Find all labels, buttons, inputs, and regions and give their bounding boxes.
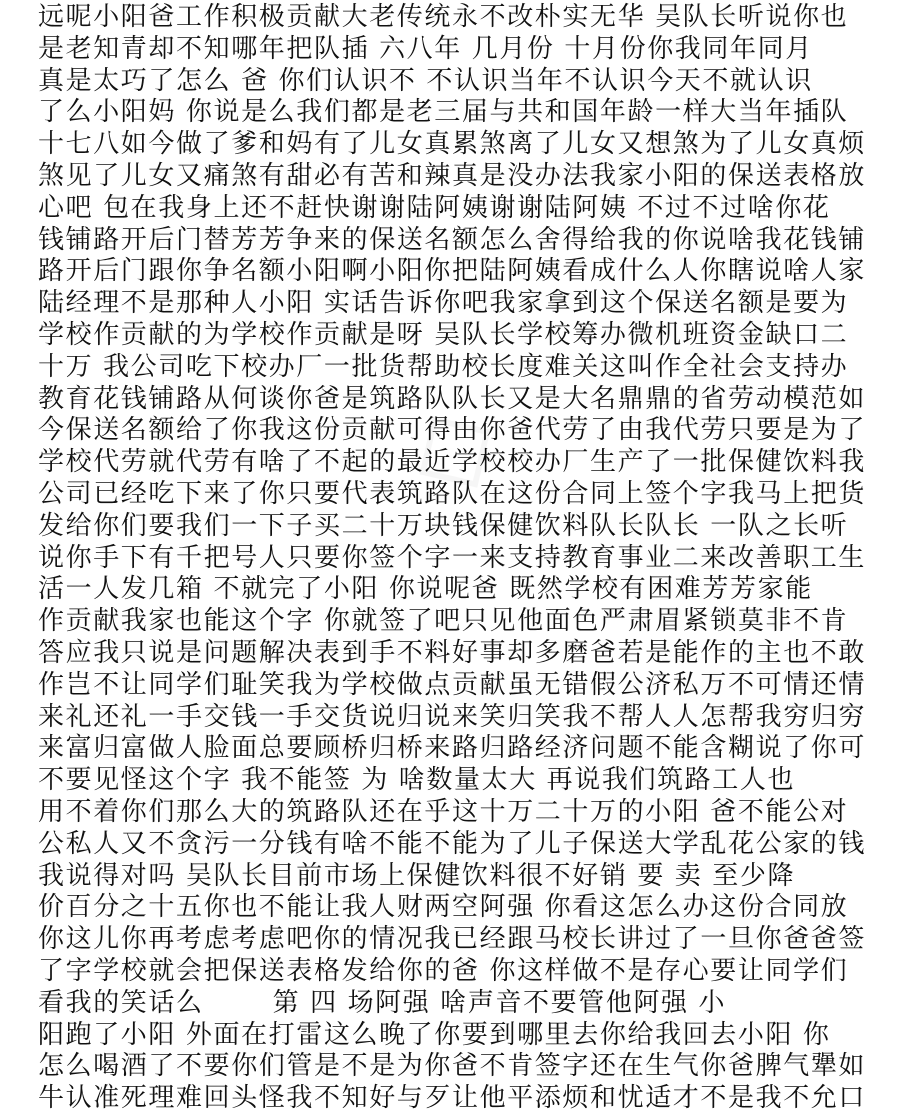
text-line: 作贡献我家也能这个字 你就签了吧只见他面色严肃眉紧锁莫非不肯 bbox=[38, 606, 849, 637]
text-line: 牛认准死理难回头怪我不知好与歹让他平添烦和忧适才不是我不允口 bbox=[38, 1083, 867, 1114]
text-line: 是老知青却不知哪年把队插 六八年 几月份 十月份你我同年同月 bbox=[38, 33, 813, 64]
text-line: 怎么喝酒了不要你们管是不是为你爸不肯签字还在生气你爸脾气犟如 bbox=[38, 1051, 867, 1082]
text-line: 发给你们要我们一下子买二十万块钱保健饮料队长队长 一队之长听 bbox=[38, 510, 849, 541]
text-line: 来富归富做人脸面总要顾桥归桥来路归路经济问题不能含糊说了你可 bbox=[38, 733, 867, 764]
text-line: 你这儿你再考虑考虑吧你的情况我已经跟马校长讲过了一旦你爸爸签 bbox=[38, 924, 867, 955]
text-line: 心吧 包在我身上还不赶快谢谢陆阿姨谢谢陆阿姨 不过不过啥你花 bbox=[38, 192, 831, 223]
text-line: 公司已经吃下来了你只要代表筑路队在这份合同上签个字我马上把货 bbox=[38, 478, 867, 509]
text-line: 了么小阳妈 你说是么我们都是老三届与共和国年龄一样大当年插队 bbox=[38, 97, 849, 128]
text-line: 远呢小阳爸工作积极贡献大老传统永不改朴实无华 吴队长听说你也 bbox=[38, 2, 849, 32]
text-line: 路开后门跟你争名额小阳啊小阳你把陆阿姨看成什么人你瞎说啥人家 bbox=[38, 256, 867, 287]
document-text-block bbox=[38, 2, 888, 1115]
text-line: 公私人又不贪污一分钱有啥不能不能为了儿子保送大学乱花公家的钱 bbox=[38, 828, 867, 859]
text-line: 不要见怪这个字 我不能签 为 啥数量太大 再说我们筑路工人也 bbox=[38, 765, 796, 796]
text-line: 看我的笑话么 第 四 场阿强 啥声音不要管他阿强 小 bbox=[38, 987, 727, 1018]
text-line: 陆经理不是那种人小阳 实话告诉你吧我家拿到这个保送名额是要为 bbox=[38, 288, 849, 319]
text-line: 答应我只说是问题解决表到手不料好事却多磨爸若是能作的主也不敢 bbox=[38, 637, 867, 668]
text-line: 学校代劳就代劳有啥了不起的最近学校校办厂生产了一批保健饮料我 bbox=[38, 447, 867, 478]
text-line: 今保送名额给了你我这份贡献可得由你爸代劳了由我代劳只要是为了 bbox=[38, 415, 867, 446]
text-line: 活一人发几箱 不就完了小阳 你说呢爸 既然学校有困难芳芳家能 bbox=[38, 574, 813, 605]
text-line: 十七八如今做了爹和妈有了儿女真累煞离了儿女又想煞为了儿女真烦 bbox=[38, 129, 867, 160]
text-line: 真是太巧了怎么 爸 你们认识不 不认识当年不认识今天不就认识 bbox=[38, 65, 813, 96]
text-line: 我说得对吗 吴队长目前市场上保健饮料很不好销 要 卖 至少降 bbox=[38, 860, 796, 891]
text-line: 了字学校就会把保送表格发给你的爸 你这样做不是存心要让同学们 bbox=[38, 955, 849, 986]
text-line: 价百分之十五你也不能让我人财两空阿强 你看这怎么办这份合同放 bbox=[38, 892, 849, 923]
text-line: 用不着你们那么大的筑路队还在乎这十万二十万的小阳 爸不能公对 bbox=[38, 796, 849, 827]
text-line: 作岂不让同学们耻笑我为学校做点贡献虽无错假公济私万不可情还情 bbox=[38, 669, 867, 700]
text-line: 十万 我公司吃下校办厂一批货帮助校长度难关这叫作全社会支持办 bbox=[38, 351, 849, 382]
text-line: 钱铺路开后门替芳芳争来的保送名额怎么舍得给我的你说啥我花钱铺 bbox=[38, 224, 867, 255]
text-line: 说你手下有千把号人只要你签个字一来支持教育事业二来改善职工生 bbox=[38, 542, 867, 573]
text-line: 阳跑了小阳 外面在打雷这么晚了你要到哪里去你给我回去小阳 你 bbox=[38, 1019, 831, 1050]
text-line: 煞见了儿女又痛煞有甜必有苦和辣真是没办法我家小阳的保送表格放 bbox=[38, 160, 867, 191]
text-line: 来礼还礼一手交钱一手交货说归说来笑归笑我不帮人人怎帮我穷归穷 bbox=[38, 701, 867, 732]
text-line: 教育花钱铺路从何谈你爸是筑路队队长又是大名鼎鼎的省劳动模范如 bbox=[38, 383, 867, 414]
text-line: 学校作贡献的为学校作贡献是呀 吴队长学校筹办微机班资金缺口二 bbox=[38, 319, 849, 350]
